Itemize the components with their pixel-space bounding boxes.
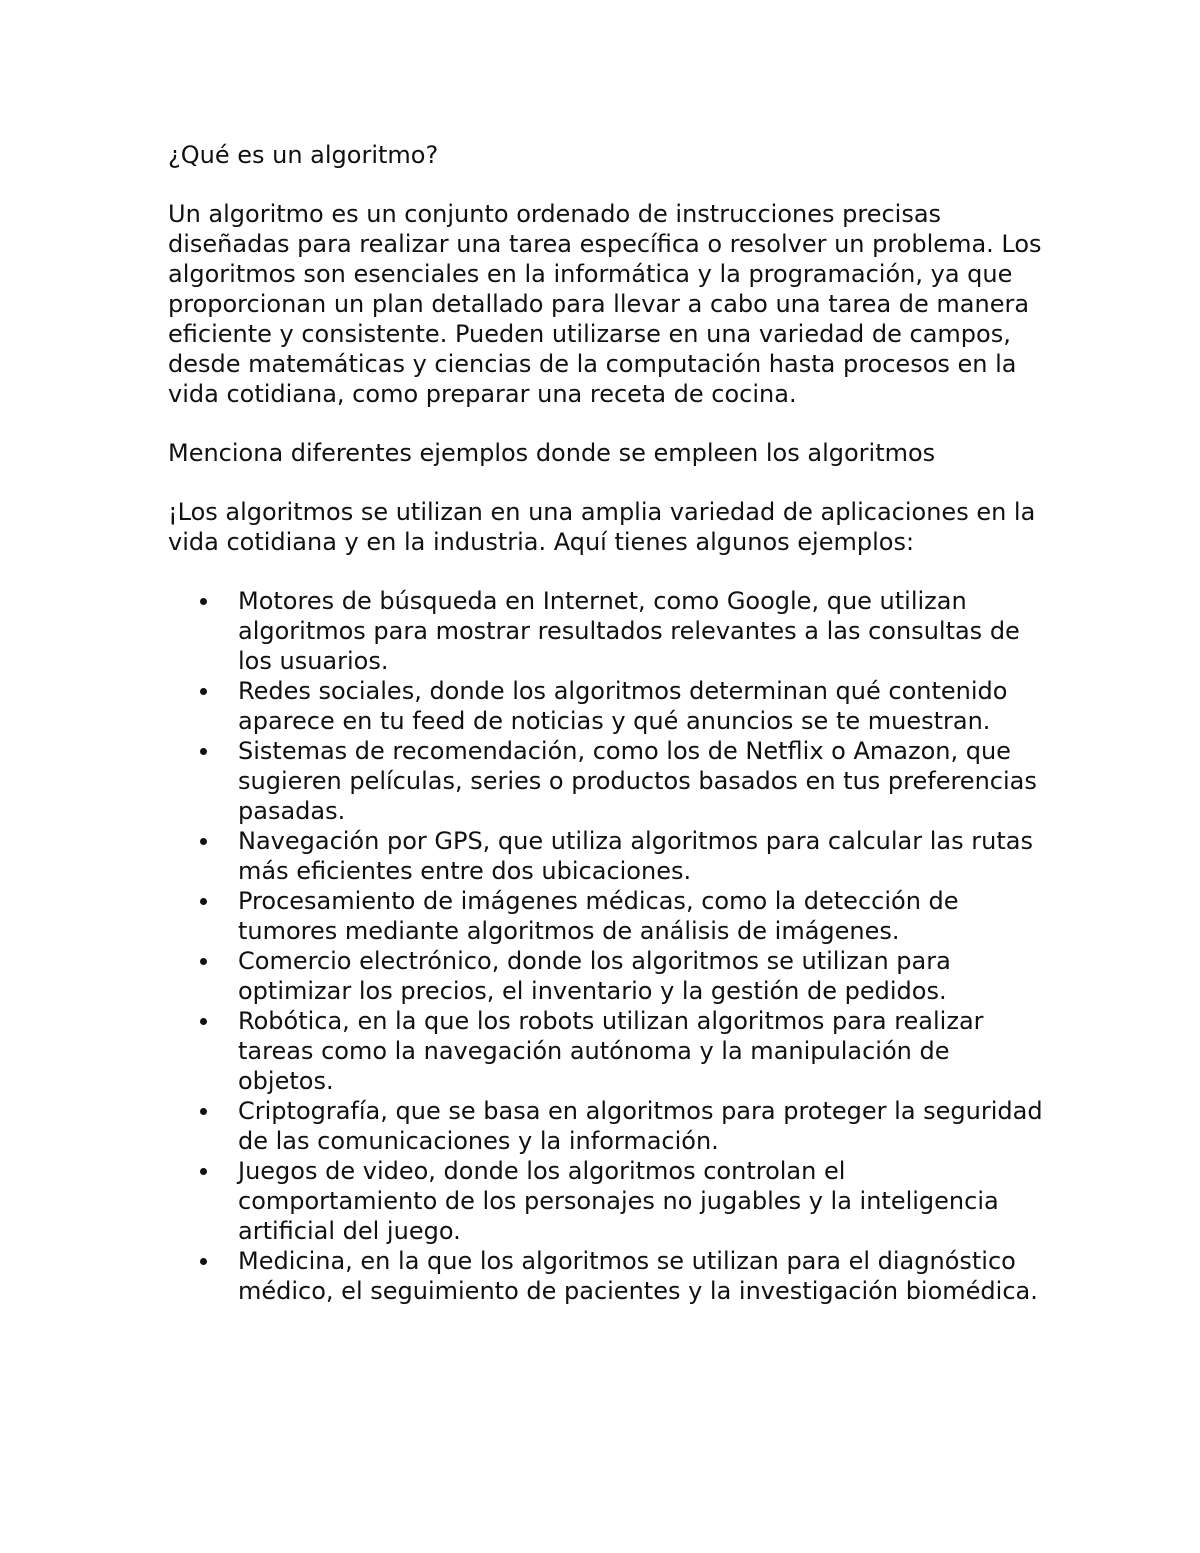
list-item-text: Comercio electrónico, donde los algoritmos se utilizan para optimizar los precios, el inventario y la gestión de pedidos.	[238, 947, 951, 1005]
list-item-text: Motores de búsqueda en Internet, como Google, que utilizan algoritmos para mostrar resultados relevantes a las consultas de los usuarios.	[238, 587, 1020, 675]
examples-intro: ¡Los algoritmos se utilizan en una amplia variedad de aplicaciones en la vida cotidiana y en la industria. Aquí tienes algunos ejemplos:	[168, 498, 1036, 556]
list-item-text: Criptografía, que se basa en algoritmos para proteger la seguridad de las comunicaciones y la información.	[238, 1097, 1043, 1155]
list-item	[168, 676, 1048, 736]
list-item-text: Medicina, en la que los algoritmos se utilizan para el diagnóstico médico, el seguimiento de pacientes y la investigación biomédica.	[238, 1247, 1038, 1305]
bullet-icon	[200, 1108, 207, 1115]
bullet-icon	[200, 898, 207, 905]
bullet-icon	[200, 688, 207, 695]
list-item	[168, 826, 1048, 886]
list-item	[168, 586, 1048, 676]
list-item	[168, 1246, 1048, 1306]
definition-paragraph: Un algoritmo es un conjunto ordenado de instrucciones precisas diseñadas para realizar una tarea específica o resolver un problema. Los algoritmos son esenciales en la informática y la programación, ya que proporcionan un plan detallado para llevar a cabo una tarea de manera eficiente y consistente. Pueden utilizarse en una variedad de campos, desde matemáticas y ciencias de la computación hasta procesos en la vida cotidiana, como preparar una receta de cocina.	[168, 200, 1042, 408]
list-item-text: Navegación por GPS, que utiliza algoritmos para calcular las rutas más eficientes entre dos ubicaciones.	[238, 827, 1033, 885]
list-item-text: Sistemas de recomendación, como los de Netflix o Amazon, que sugieren películas, series o productos basados en tus preferencias pasadas.	[238, 737, 1037, 825]
bullet-icon	[200, 598, 207, 605]
document-title: ¿Qué es un algoritmo?	[168, 141, 439, 169]
list-item	[168, 886, 1048, 946]
list-item	[168, 736, 1048, 826]
bullet-icon	[200, 958, 207, 965]
list-item-text: Juegos de video, donde los algoritmos controlan el comportamiento de los personajes no jugables y la inteligencia artificial del juego.	[238, 1157, 999, 1245]
bullet-icon	[200, 1258, 207, 1265]
bullet-icon	[200, 748, 207, 755]
list-item-text: Redes sociales, donde los algoritmos determinan qué contenido aparece en tu feed de noticias y qué anuncios se te muestran.	[238, 677, 1008, 735]
examples-question: Menciona diferentes ejemplos donde se empleen los algoritmos	[168, 439, 936, 467]
document-body	[168, 140, 1048, 1306]
list-item	[168, 946, 1048, 1006]
examples-list	[168, 586, 1048, 1306]
bullet-icon	[200, 1018, 207, 1025]
list-item-text: Robótica, en la que los robots utilizan algoritmos para realizar tareas como la navegación autónoma y la manipulación de objetos.	[238, 1007, 984, 1095]
bullet-icon	[200, 1168, 207, 1175]
bullet-icon	[200, 838, 207, 845]
list-item	[168, 1006, 1048, 1096]
list-item-text: Procesamiento de imágenes médicas, como la detección de tumores mediante algoritmos de análisis de imágenes.	[238, 887, 959, 945]
list-item	[168, 1096, 1048, 1156]
list-item	[168, 1156, 1048, 1246]
